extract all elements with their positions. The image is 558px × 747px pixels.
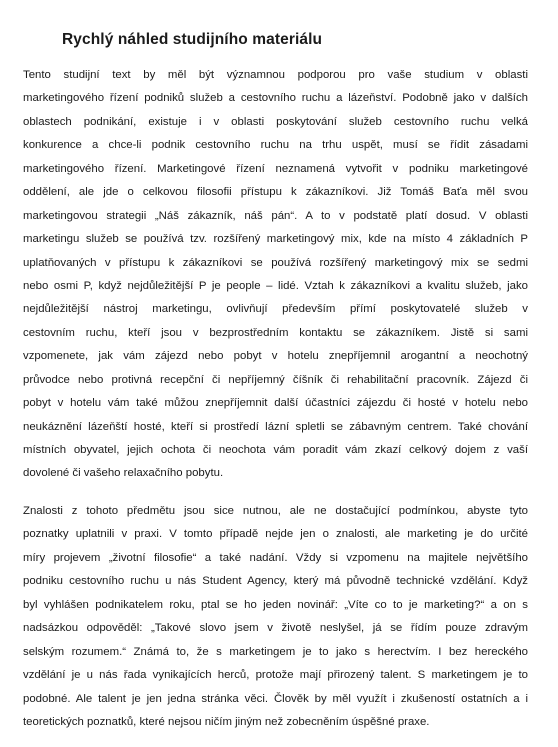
text-line: uplatňovaných v přístupu k zákazníkovi se používá rozšířený marketingový mix se sedmi [23,256,528,269]
document-title: Rychlý náhled studijního materiálu [62,31,323,48]
text-line: selským rozumem.“ Známá to, že s marketingem je to jako s herectvím. I bez hereckého [23,645,528,658]
text-line: poznatky uplatnili v praxi. V tomto případě nejde jen o znalosti, ale marketing je do určité [23,528,528,541]
text-line: Znalosti z tohoto předmětu jsou sice nutnou, ale ne dostačující podmínkou, abyste tyto [23,505,528,517]
text-line: neukáznění lázeňští hosté, kteří si prostředí lázní spletli se zábavným centrem. Také chování [23,420,528,433]
text-line: konkurence a chce-li podnik cestovního ruchu na trhu uspět, musí se řídit zásadami [23,139,528,152]
text-line: nebo osmi P, když nejdůležitější P je people – lidé. Vztah k zákazníkovi a kvalitu služeb, jako [23,279,528,292]
text-line: dovolené či vašeho relaxačního pobytu. [23,467,224,480]
text-line: cestovním ruchu, kteří jsou v bezprostředním kontaktu se zákazníkem. Jistě si sami [23,326,528,339]
text-line: oddělení, ale jde o celkovou filosofii přístupu k zákazníkovi. Již Tomáš Baťa měl svou [23,186,528,199]
text-line: marketingového řízení. Marketingové řízení neznamená vytvořit v podniku marketingové [23,162,528,175]
text-line: byl vyhlášen podnikatelem roku, ptal se ho jeden novinář: „Víte co to je marketing?“ a on s [23,598,528,611]
text-line: teoretických poznatků, které nejsou ničím jiným než zobecněním úspěšné praxe. [23,715,430,728]
text-line: pobyt v hotelu vám také můžou znepříjemnit další účastníci zájezdu či hosté v hotelu nebo [23,397,528,410]
text-line: vzpomenete, jak vám zájezd nebo pobyt v hotelu znepříjemnil arogantní a neochotný [23,350,528,363]
text-line: marketingovou strategii „Náš zákazník, náš pán“. A to v podstatě platí dosud. V oblasti [23,209,528,222]
text-line: nadsázkou odpověděl: „Takové slovo jsem v životě neslyšel, já se řídím pouze zdravým [23,622,528,635]
text-line: míry projevem „životní filosofie“ a také nadání. Vždy si vzpomenu na majitele největšího [23,551,528,564]
text-line: nejdůležitější nástroj marketingu, ovlivňují především přímí poskytovatelé služeb v [23,303,528,316]
text-line: oblastech podnikání, existuje i v oblasti poskytování služeb cestovního ruchu velká [23,115,528,128]
text-line: průvodce nebo protivná recepční či nepříjemný číšník či rehabilitační pracovník. Zájezd či [23,373,528,386]
text-line: podobné. Ale talent je jen jedna stránka věci. Člověk by měl využít i zkušeností ostatních a i [23,692,528,705]
text-line: marketingu služeb se používá tzv. rozšířený marketingový mix, kde na místo 4 základních P [23,233,528,246]
text-line: vzdělání je u nás řada vynikajících herců, protože mají přirozený talent. S marketingem je to [23,669,528,682]
paragraph-knowledge [23,500,528,734]
text-line: podniku cestovního ruchu u nás Student Agency, který má původně technické vzdělání. Když [23,575,528,588]
text-line: místních obyvatel, jejich ochota či neochota vám poradit vám zkazí celkový dojem z vaší [23,444,528,456]
text-line: Tento studijní text by měl být významnou podporou pro vaše studium v oblasti [23,69,528,81]
paragraph-intro [23,64,528,486]
text-line: marketingového řízení podniků služeb a cestovního ruchu a lázeňství. Podobně jako v dalších [23,92,528,105]
